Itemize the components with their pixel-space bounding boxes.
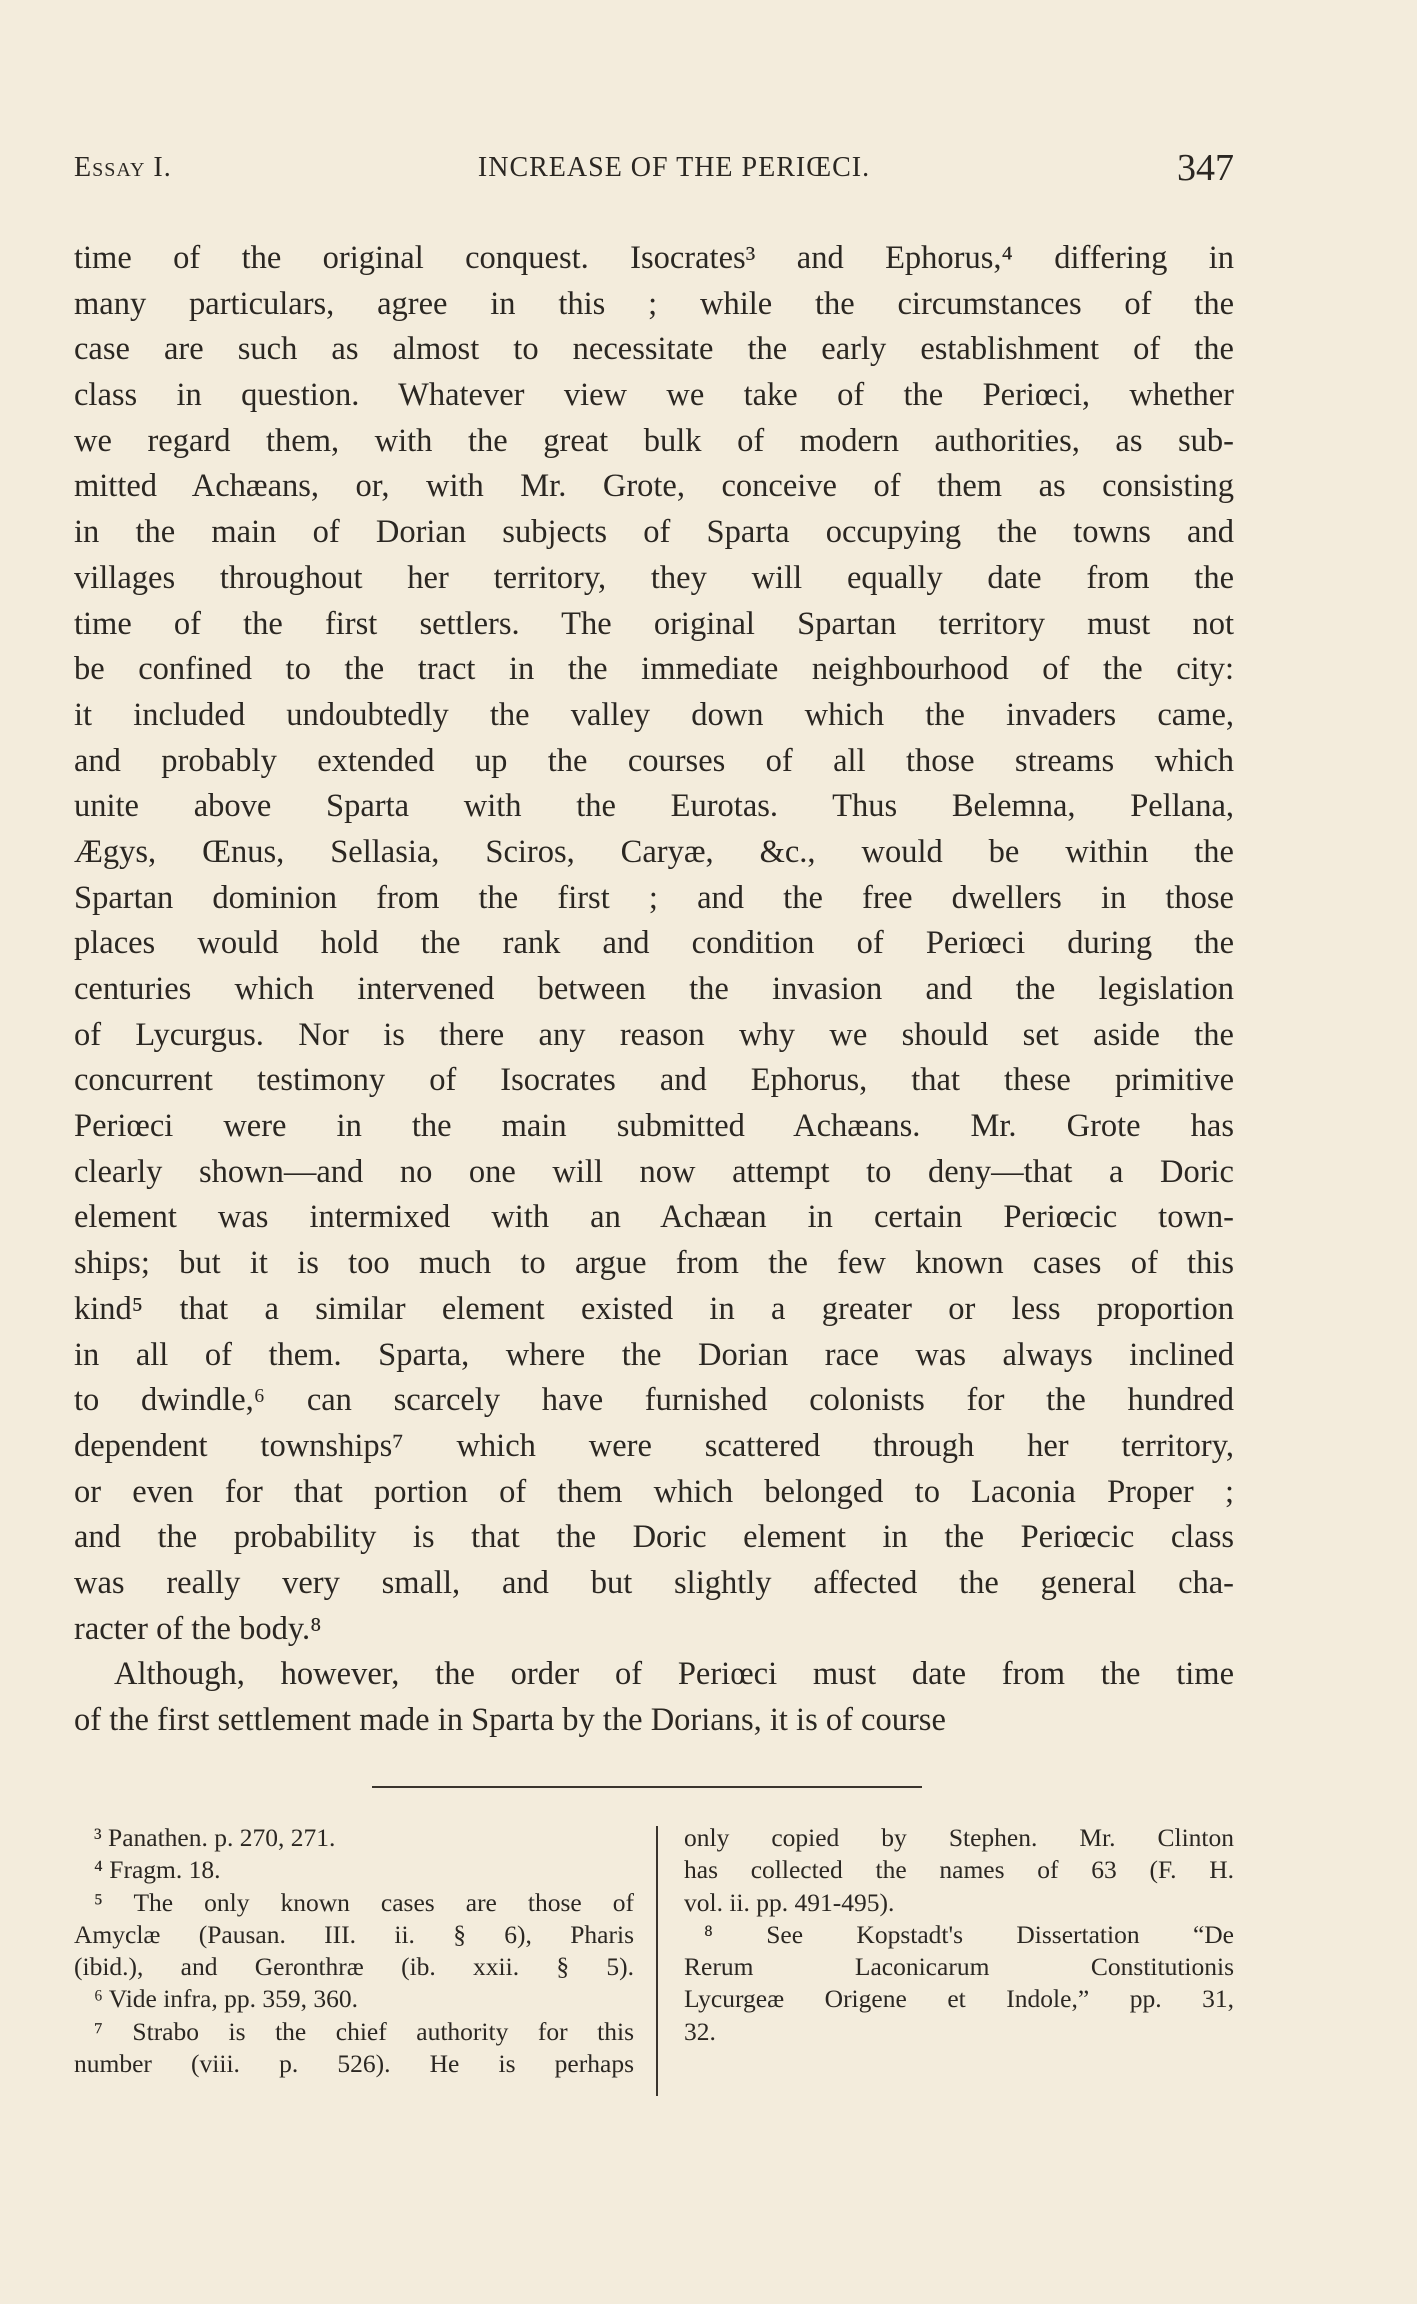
text-line: in all of them. Sparta, where the Dorian race was always inclined: [74, 1336, 1234, 1373]
text-line: clearly shown—and no one will now attempt to deny—that a Doric: [74, 1153, 1234, 1190]
footnote-line: ⁶ Vide infra, pp. 359, 360.: [94, 1984, 358, 2014]
footnotes: [74, 1822, 1234, 2122]
footnote-line: Rerum Laconicarum Constitutionis: [684, 1952, 1234, 1982]
text-line: mitted Achæans, or, with Mr. Grote, conceive of them as consisting: [74, 468, 1234, 505]
footnote-column-divider: [656, 1826, 658, 2096]
text-line: ships; but it is too much to argue from the few known cases of this: [74, 1245, 1234, 1282]
text-line: dependent townships⁷ which were scattered through her territory,: [74, 1427, 1234, 1464]
footnotes-right-column: [684, 1822, 1234, 2048]
text-line: unite above Sparta with the Eurotas. Thus Belemna, Pellana,: [74, 788, 1234, 825]
header-chapter-title: INCREASE OF THE PERIŒCI.: [477, 152, 871, 183]
text-line: of the first settlement made in Sparta by the Dorians, it is of course: [74, 1702, 946, 1738]
text-line: was really very small, and but slightly affected the general cha-: [74, 1564, 1234, 1601]
footnote-line: only copied by Stephen. Mr. Clinton: [684, 1823, 1234, 1852]
text-line: Although, however, the order of Periœci must date from the time: [114, 1656, 1234, 1693]
text-line: we regard them, with the great bulk of modern authorities, as sub-: [74, 422, 1234, 459]
text-line: kind⁵ that a similar element existed in a greater or less proportion: [74, 1290, 1234, 1327]
text-line: places would hold the rank and condition of Periœci during the: [74, 925, 1234, 962]
footnote-rule: [372, 1786, 922, 1788]
text-line: to dwindle,⁶ can scarcely have furnished colonists for the hundred: [74, 1382, 1234, 1419]
footnote-line: ⁴ Fragm. 18.: [94, 1855, 221, 1885]
text-line: Spartan dominion from the first ; and the free dwellers in those: [74, 879, 1234, 916]
footnote-line: ⁷ Strabo is the chief authority for this: [94, 2016, 634, 2046]
text-line: or even for that portion of them which belonged to Laconia Proper ;: [74, 1473, 1234, 1510]
main-text: [74, 236, 1234, 1744]
text-line: time of the first settlers. The original Spartan territory must not: [74, 605, 1234, 642]
text-line: and probably extended up the courses of all those streams which: [74, 742, 1234, 779]
text-line: Ægys, Œnus, Sellasia, Sciros, Caryæ, &c., would be within the: [74, 833, 1234, 870]
page-number: 347: [1177, 147, 1234, 189]
header-essay-label: Essay I.: [74, 152, 172, 183]
text-line: Periœci were in the main submitted Achæans. Mr. Grote has: [74, 1108, 1234, 1145]
text-line: many particulars, agree in this ; while the circumstances of the: [74, 285, 1234, 322]
text-line: it included undoubtedly the valley down which the invaders came,: [74, 696, 1234, 733]
text-line: centuries which intervened between the invasion and the legislation: [74, 971, 1234, 1007]
running-header: [74, 146, 1234, 196]
footnote-line: (ibid.), and Geronthræ (ib. xxii. § 5).: [74, 1952, 634, 1982]
text-line: case are such as almost to necessitate the early establishment of the: [74, 331, 1234, 368]
text-line: element was intermixed with an Achæan in certain Periœcic town-: [74, 1199, 1234, 1236]
text-line: time of the original conquest. Isocrates³ and Ephorus,⁴ differing in: [74, 240, 1234, 276]
text-line: be confined to the tract in the immediate neighbourhood of the city:: [74, 651, 1234, 688]
text-line: and the probability is that the Doric element in the Periœcic class: [74, 1519, 1234, 1556]
footnote-line: Lycurgeæ Origene et Indole,” pp. 31,: [684, 1984, 1234, 2014]
footnotes-left-column: [74, 1822, 634, 2080]
text-line: in the main of Dorian subjects of Sparta occupying the towns and: [74, 514, 1234, 551]
footnote-line: Amyclæ (Pausan. III. ii. § 6), Pharis: [74, 1919, 634, 1949]
footnote-line: has collected the names of 63 (F. H.: [684, 1855, 1234, 1885]
text-line: racter of the body.⁸: [74, 1610, 322, 1647]
text-line: class in question. Whatever view we take of the Periœci, whether: [74, 377, 1234, 414]
text-line: of Lycurgus. Nor is there any reason why we should set aside the: [74, 1016, 1234, 1053]
footnote-line: number (viii. p. 526). He is perhaps: [74, 2049, 634, 2079]
footnote-line: ⁵ The only known cases are those of: [94, 1887, 634, 1917]
footnote-line: 32.: [684, 2016, 716, 2046]
footnote-line: ⁸ See Kopstadt's Dissertation “De: [704, 1919, 1234, 1949]
text-line: villages throughout her territory, they will equally date from the: [74, 559, 1234, 596]
text-line: concurrent testimony of Isocrates and Ephorus, that these primitive: [74, 1062, 1234, 1099]
footnote-line: vol. ii. pp. 491-495).: [684, 1887, 895, 1917]
footnote-line: ³ Panathen. p. 270, 271.: [94, 1823, 336, 1852]
